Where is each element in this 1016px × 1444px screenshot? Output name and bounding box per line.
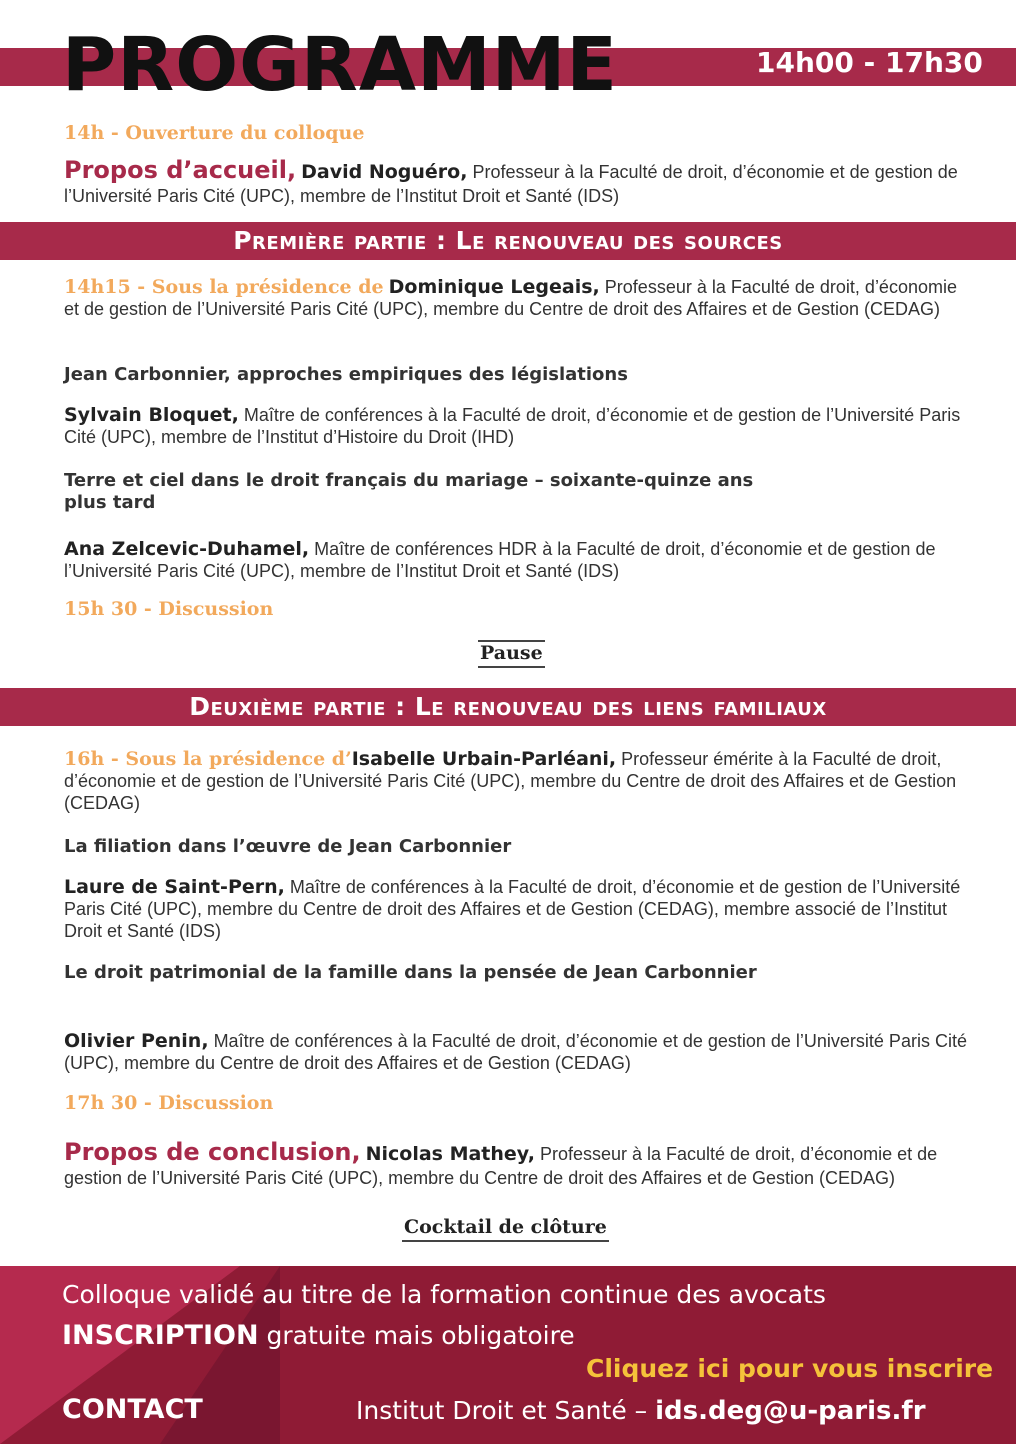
part2-talk2-title: Le droit patrimonial de la famille dans la pensée de Jean Carbonnier (64, 962, 757, 983)
part2-discussion: 17h 30 - Discussion (64, 1092, 274, 1114)
opening-title: Propos d’accueil, (64, 156, 297, 184)
part1-talk2-title: Terre et ciel dans le droit français du mariage – soixante-quinze ans plus tard (64, 470, 754, 513)
conclusion (64, 1138, 974, 1189)
conclusion-desc: Professeur à la Faculté de droit, d’économie et de gestion de l’Université Paris Cité (UPC), membre du Centre de droit des Affaires et de Gestion (CEDAG) (64, 1144, 938, 1188)
part2-heading: Deuxième partie : Le renouveau des liens familiaux (0, 688, 1016, 726)
page-title: PROGRAMME (62, 22, 618, 108)
part2-talk1-title: La filiation dans l’œuvre de Jean Carbonnier (64, 836, 512, 857)
part1-talk2 (64, 538, 974, 582)
contact-email-link[interactable]: ids.deg@u-paris.fr (655, 1396, 926, 1426)
part1-heading: Première partie : Le renouveau des sources (0, 222, 1016, 260)
part1-presidence-name: Dominique Legeais, (388, 276, 600, 298)
part1-presidence-desc: Professeur à la Faculté de droit, d’économie et de gestion de l’Université Paris Cité (UPC), membre du Centre de droit des Affaires et de Gestion (CEDAG) (64, 277, 957, 319)
part1-talk2-speaker: Ana Zelcevic-Duhamel, (64, 538, 310, 560)
part2-talk1-speaker: Laure de Saint-Pern, (64, 876, 285, 898)
part2-talk1-desc: Maître de conférences à la Faculté de droit, d’économie et de gestion de l’Université Paris Cité (UPC), membre du Centre de droit des Affaires et de Gestion (CEDAG), membre associé de l’Institut Droit et Santé (IDS) (64, 877, 961, 941)
part2-talk1 (64, 876, 974, 942)
part2-presidence-desc: Professeur émérite à la Faculté de droit, d’économie et de gestion de l’Université Paris Cité (UPC), membre du Centre de droit des Affaires et de Gestion (CEDAG) (64, 749, 957, 813)
opening-time: 14h - Ouverture du colloque (64, 122, 365, 144)
part1-discussion: 15h 30 - Discussion (64, 598, 274, 620)
inscription-text: gratuite mais obligatoire (266, 1321, 575, 1350)
inscription-line (62, 1320, 575, 1351)
part1-presidence (64, 276, 974, 320)
pause-label: Pause (478, 640, 545, 668)
opening-desc: Professeur à la Faculté de droit, d’économie et de gestion de l’Université Paris Cité (UPC), membre de l’Institut Droit et Santé (IDS) (64, 162, 958, 206)
validation-text: Colloque validé au titre de la formation continue des avocats (62, 1280, 826, 1309)
part2-presidence-time: 16h - Sous la présidence d’ (64, 748, 352, 770)
part1-talk2-desc: Maître de conférences HDR à la Faculté de droit, d’économie et de gestion de l’Université Paris Cité (UPC), membre de l’Institut Droit et Santé (IDS) (64, 539, 936, 581)
cocktail-label: Cocktail de clôture (402, 1216, 609, 1242)
part2-presidence (64, 748, 974, 814)
part1-presidence-time: 14h15 - Sous la présidence de (64, 276, 384, 298)
contact-org: Institut Droit et Santé – (356, 1396, 648, 1425)
conclusion-speaker: Nicolas Mathey, (365, 1143, 535, 1165)
footer (0, 1266, 1016, 1444)
part2-talk2-speaker: Olivier Penin, (64, 1030, 209, 1052)
inscription-label: INSCRIPTION (62, 1320, 259, 1351)
register-link[interactable]: Cliquez ici pour vous inscrire (586, 1354, 994, 1383)
part2-presidence-name: Isabelle Urbain-Parléani, (351, 748, 617, 770)
opening-speaker: David Noguéro, (301, 161, 468, 183)
time-range: 14h00 - 17h30 (756, 46, 983, 79)
part1-talk1 (64, 404, 974, 448)
opening-block (64, 156, 974, 207)
part2-talk2-desc: Maître de conférences à la Faculté de droit, d’économie et de gestion de l’Université Paris Cité (UPC), membre du Centre de droit des Affaires et de Gestion (CEDAG) (64, 1031, 967, 1073)
part1-talk1-speaker: Sylvain Bloquet, (64, 404, 239, 426)
contact-label: CONTACT (62, 1394, 203, 1425)
contact-line (356, 1396, 926, 1426)
conclusion-title: Propos de conclusion, (64, 1138, 361, 1166)
part1-talk1-title: Jean Carbonnier, approches empiriques des législations (64, 364, 628, 385)
part2-talk2 (64, 1030, 974, 1074)
part1-talk1-desc: Maître de conférences à la Faculté de droit, d’économie et de gestion de l’Université Paris Cité (UPC), membre de l’Institut d’Histoire du Droit (IHD) (64, 405, 961, 447)
